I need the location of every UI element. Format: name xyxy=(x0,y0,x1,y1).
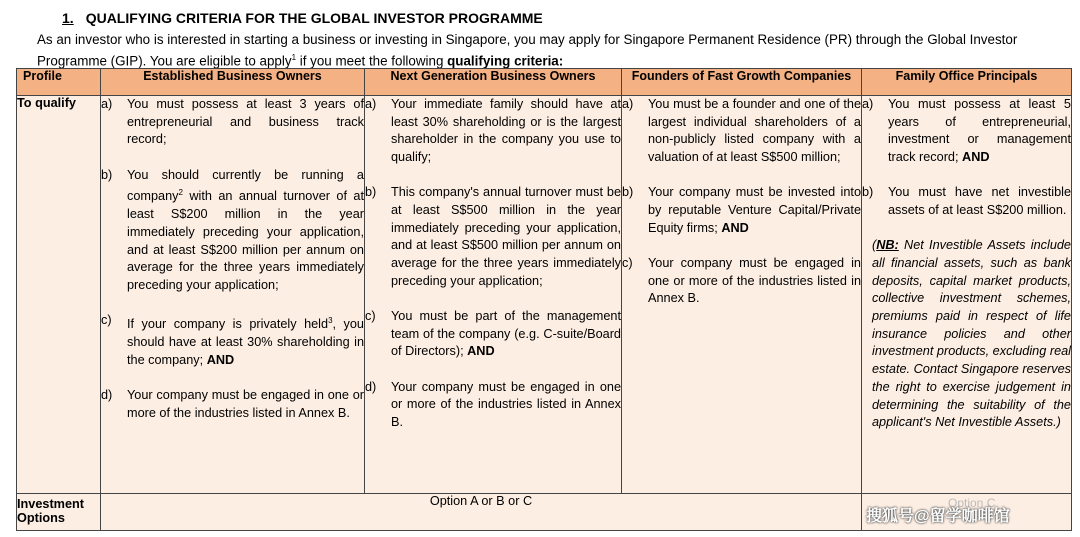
list-item: a) You must possess at least 5 years of entrepreneurial, investment or management track record; AND xyxy=(862,97,1071,165)
options-value: Option A or B or C xyxy=(101,494,862,531)
intro-tail: if you meet the following xyxy=(296,52,448,68)
criteria-table xyxy=(16,68,1072,531)
net-investible-note: (NB: Net Investible Assets include all financial assets, such as bank deposits, capital market products, collective investment schemes, premiums paid in respect of life insurance policies and other investment products, excluding real estate. Contact Singapore reserves the right to exercise judgement in determining the suitability of the applicant's Net Investible Assets.) xyxy=(872,238,1071,430)
section-heading xyxy=(62,10,543,26)
options-label: Investment Options xyxy=(17,494,101,531)
qualify-label: To qualify xyxy=(17,96,101,494)
header-family: Family Office Principals xyxy=(862,69,1072,96)
options-family-faint: Option C xyxy=(948,496,996,510)
list-item: d) Your company must be engaged in one or more of the industries listed in Annex B. xyxy=(101,388,364,420)
intro-bold: qualifying criteria: xyxy=(447,52,564,68)
list-item: b) You must have net investible assets of at least S$200 million. xyxy=(862,185,1071,218)
header-founders: Founders of Fast Growth Companies xyxy=(622,69,862,96)
list-item: b) This company's annual turnover must be at least S$500 million in the year immediately preceding your application, and at least S$500 million per annum on average for the three years immediately preceding your application; xyxy=(365,185,621,288)
list-item: a) Your immediate family should have at least 30% shareholding or is the largest shareholder in the company you use to qualify; xyxy=(365,97,621,165)
watermark: 搜狐号@留学咖啡馆 xyxy=(866,508,1010,525)
section-number: 1. xyxy=(62,10,74,26)
established-cell xyxy=(101,96,365,494)
list-item: b) You should currently be running a company$^2$ with an annual turnover of at least S$200 million in the year immediately preceding your application, and at least S$200 million per annum on average for the three years immediately preceding your application; xyxy=(101,167,364,293)
list-item: a) You must be a founder and one of the largest individual shareholders of a non-publicly listed company with a valuation of at least S$500 million; xyxy=(622,97,861,165)
family-cell xyxy=(862,96,1072,494)
list-item: d) Your company must be engaged in one or more of the industries listed in Annex B. xyxy=(365,379,621,430)
list-item: c) Your company must be engaged in one or more of the industries listed in Annex B. xyxy=(622,255,861,306)
footnote-ref: 1 xyxy=(291,52,297,62)
list-item: c) If your company is privately held$^3$, you should have at least 30% shareholding in the company; AND xyxy=(101,313,364,367)
header-profile: Profile xyxy=(17,69,101,96)
list-item: c) You must be part of the management team of the company (e.g. C-suite/Board of Directors); AND xyxy=(365,309,621,359)
nextgen-cell xyxy=(365,96,622,494)
list-item: b) Your company must be invested into by reputable Venture Capital/Private Equity firms; AND xyxy=(622,185,861,235)
header-established: Established Business Owners xyxy=(101,69,365,96)
intro-text: As an investor who is interested in starting a business or investing in Singapore, you may apply for Singapore Permanent Residence (PR) through the Global Investor Programme (GIP). You are eligible to apply xyxy=(37,32,1018,68)
list-item: a) You must possess at least 3 years of entrepreneurial and business track record; xyxy=(101,97,364,147)
founders-cell xyxy=(622,96,862,494)
qualify-row xyxy=(17,96,1072,494)
intro-paragraph xyxy=(37,31,1067,69)
section-title: QUALIFYING CRITERIA FOR THE GLOBAL INVESTOR PROGRAMME xyxy=(85,10,543,26)
header-nextgen: Next Generation Business Owners xyxy=(365,69,622,96)
header-row xyxy=(17,69,1072,96)
